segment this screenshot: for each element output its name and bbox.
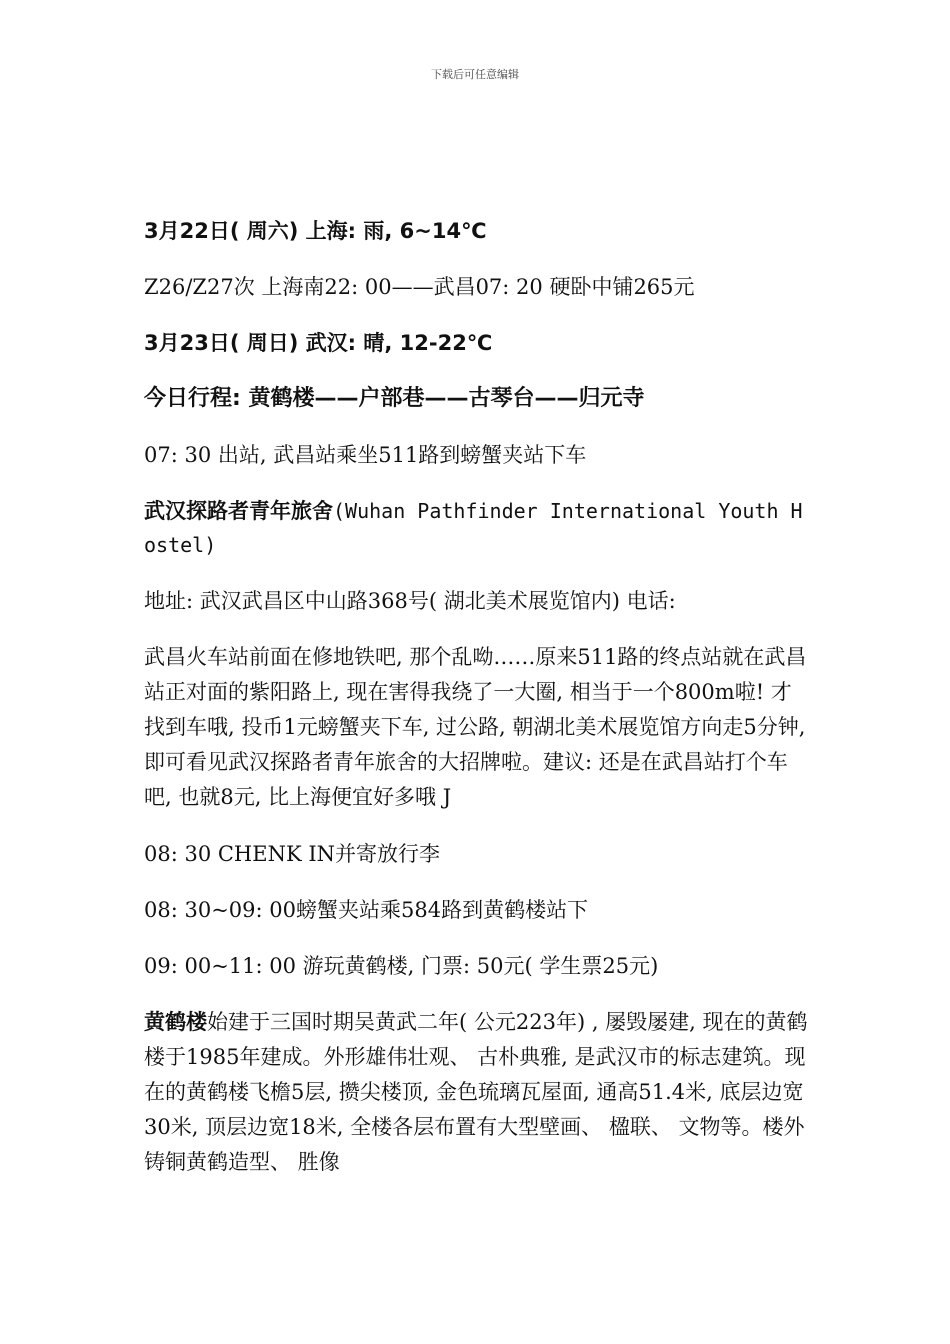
header-note: 下载后可任意编辑	[431, 68, 519, 81]
hostel-name: 武汉探路者青年旅舍	[144, 499, 333, 523]
day1-heading: 3月22日( 周六) 上海: 雨, 6~14℃	[144, 219, 487, 243]
yellow-crane-lead: 黄鹤楼	[144, 1010, 207, 1034]
day2-heading: 3月23日( 周日) 武汉: 晴, 12-22℃	[144, 331, 493, 355]
hostel-english-name: (Wuhan Pathfinder International Youth Hostel)	[144, 499, 803, 557]
document-body	[144, 214, 810, 1202]
visit-line: 09: 00~11: 00 游玩黄鹤楼, 门票: 50元( 学生票25元)	[144, 954, 659, 978]
arrival-line: 07: 30 出站, 武昌站乘坐511路到螃蟹夹站下车	[144, 443, 587, 467]
address-line: 地址: 武汉武昌区中山路368号( 湖北美术展览馆内) 电话:	[144, 589, 676, 613]
yellow-crane-paragraph	[144, 1005, 810, 1180]
yellow-crane-text: 始建于三国时期吴黄武二年( 公元223年) , 屡毁屡建, 现在的黄鹤楼于1985年建成。外形雄伟壮观、 古朴典雅, 是武汉市的标志建筑。现在的黄鹤楼飞檐5层, 攒尖楼顶, 金色琉璃瓦屋面, 通高51.4米, 底层边宽30米, 顶层边宽18米, 全楼各层布置有大型壁画、 楹联、 文物等。楼外铸铜黄鹤造型、 胜像	[144, 1010, 808, 1174]
train-line: Z26/Z27次 上海南22: 00——武昌07: 20 硬卧中铺265元	[144, 275, 695, 299]
checkin-line: 08: 30 CHENK IN并寄放行李	[144, 842, 440, 866]
tips-paragraph: 武昌火车站前面在修地铁吧, 那个乱呦……原来511路的终点站就在武昌站正对面的紫阳路上, 现在害得我绕了一大圈, 相当于一个800m啦! 才找到车哦, 投币1元螃蟹夹下车, 过公路, 朝湖北美术展览馆方向走5分钟, 即可看见武汉探路者青年旅舍的大招牌啦。建议: 还是在武昌站打个车吧, 也就8元, 比上海便宜好多哦 J	[144, 645, 807, 809]
itinerary-heading: 今日行程: 黄鹤楼——户部巷——古琴台——归元寺	[144, 386, 645, 411]
hostel-line	[144, 494, 810, 562]
bus-line: 08: 30~09: 00螃蟹夹站乘584路到黄鹤楼站下	[144, 898, 589, 922]
